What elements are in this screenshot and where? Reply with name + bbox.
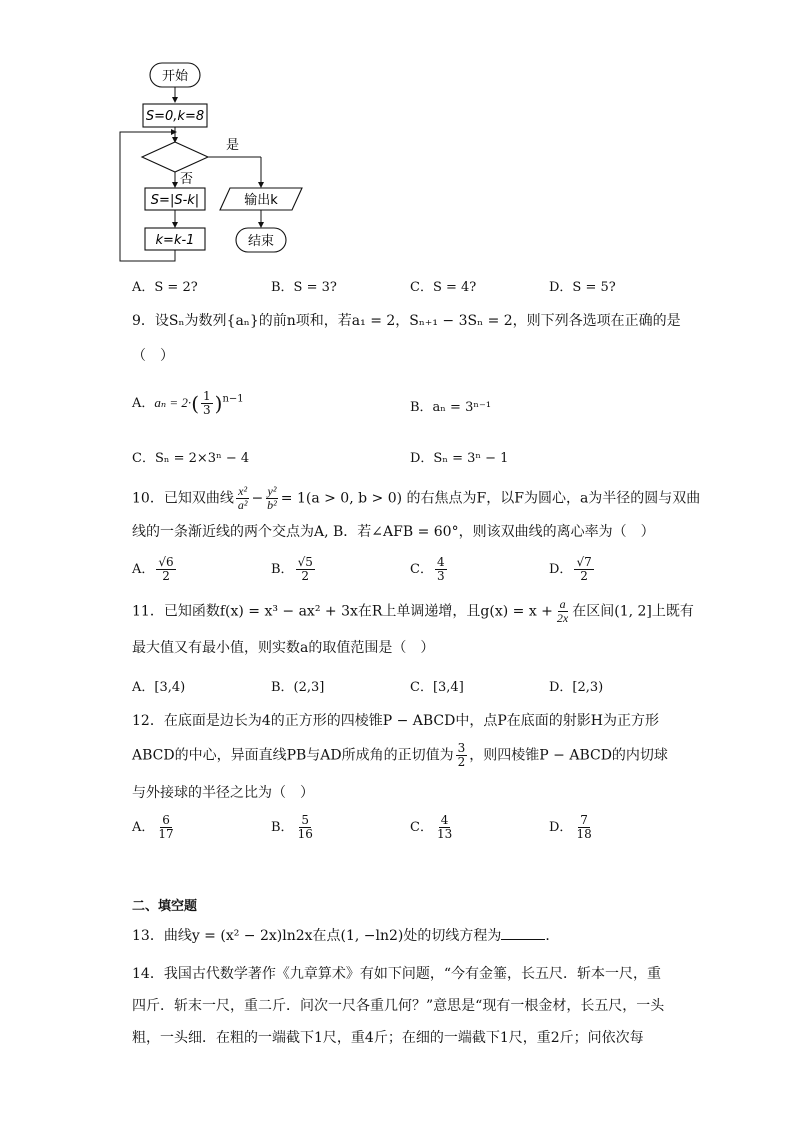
q12-option-c: C． $\frac{4}{13}$ bbox=[410, 813, 453, 841]
flow-no-label: 否 bbox=[180, 172, 194, 187]
q12-line3: 与外接球的半径之比为（ ） bbox=[132, 785, 314, 801]
flow-decision bbox=[142, 142, 208, 172]
q11-option-c: C．[3,4] bbox=[410, 680, 464, 695]
q9-option-a-pre: aₙ = 2· bbox=[154, 395, 192, 410]
q9-paren: （ ） bbox=[132, 348, 174, 364]
q12-option-a: A． $\frac{6}{17}$ bbox=[132, 813, 174, 841]
q8-option-a: A．S = 2? bbox=[132, 280, 198, 295]
q9-option-c: C．Sₙ = 2×3ⁿ − 4 bbox=[132, 451, 250, 466]
q10-option-d: D． $\frac{√7}{2}$ bbox=[549, 555, 592, 583]
q14-line2: 四斤．斩末一尺，重二斤．问次一尺各重几何？”意思是“现有一根金材，长五尺，一头 bbox=[132, 998, 665, 1014]
q13-answer-blank[interactable] bbox=[501, 925, 545, 940]
q8-option-b: B．S = 3? bbox=[271, 280, 337, 295]
flow-assign-s-label: S=|S-k| bbox=[150, 193, 200, 208]
q9-option-d: D．Sₙ = 3ⁿ − 1 bbox=[410, 451, 509, 466]
flow-start-label: 开始 bbox=[161, 69, 189, 84]
q11-option-d: D．[2,3) bbox=[549, 680, 604, 695]
q10-line2: 线的一条渐近线的两个交点为A, B．若∠AFB = 60°，则该双曲线的离心率为（ ） bbox=[132, 524, 655, 540]
q14-line3: 粗，一头细．在粗的一端截下1尺，重4斤；在细的一端截下1尺，重2斤；问依次每 bbox=[132, 1030, 644, 1046]
q11-option-a: A．[3,4) bbox=[132, 680, 186, 695]
q10-option-b: B． $\frac{√5}{2}$ bbox=[271, 555, 313, 583]
q11-line1: 11．已知函数f(x) = x³ − ax² + 3x在R上单调递增，且g(x) = x + $\frac{a}{2x}$ 在区间(1, 2]上既有 bbox=[132, 597, 694, 625]
q10-option-a: A． $\frac{√6}{2}$ bbox=[132, 555, 174, 583]
q13-line: 13．曲线y = (x² − 2x)ln2x在点(1, −ln2)处的切线方程为 ． bbox=[132, 925, 559, 946]
q9-option-a-label: A． bbox=[132, 396, 155, 411]
q12-option-b: B． $\frac{5}{16}$ bbox=[271, 813, 313, 841]
q9-option-b: B．aₙ = 3ⁿ⁻¹ bbox=[410, 400, 492, 415]
section-title: 二、填空题 bbox=[132, 899, 198, 914]
flowchart bbox=[110, 55, 320, 265]
q12-option-d: D． $\frac{7}{18}$ bbox=[549, 813, 592, 841]
flow-end-label: 结束 bbox=[247, 234, 275, 249]
q10-line1: 10．已知双曲线 $\frac{\text{x²}}{\text{a²}}$ − $\frac{\text{y²}}{\text{b²}}$ = 1(a > 0, b > 0) 的右焦点为F，以F为圆心，a为半径的圆与双曲 bbox=[132, 484, 701, 512]
q12-line2: ABCD的中心，异面直线PB与AD所成角的正切值为 $\frac{3}{2}$ ，则四棱锥P − ABCD的内切球 bbox=[132, 741, 668, 769]
q9-option-a-frac: $\frac{1}{3}$ bbox=[203, 389, 211, 417]
flow-init-label: S=0,k=8 bbox=[145, 109, 205, 124]
q9-option-a-exp: n−1 bbox=[222, 393, 244, 405]
q9-stem: 9．设Sₙ为数列{aₙ}的前n项和，若a₁ = 2，Sₙ₊₁ − 3Sₙ = 2，则下列各选项在正确的是 bbox=[132, 313, 681, 329]
flow-output-label: 输出k bbox=[244, 193, 278, 208]
flow-yes-label: 是 bbox=[226, 138, 240, 153]
q8-option-d: D．S = 5? bbox=[549, 280, 616, 295]
q12-line1: 12．在底面是边长为4的正方形的四棱锥P − ABCD中，点P在底面的射影H为正方形 bbox=[132, 713, 659, 729]
q10-option-c: C． $\frac{4}{3}$ bbox=[410, 555, 445, 583]
q11-line2: 最大值又有最小值，则实数a的取值范围是（ ） bbox=[132, 640, 435, 656]
q14-line1: 14．我国古代数学著作《九章算术》有如下问题，“今有金箠，长五尺．斩本一尺，重 bbox=[132, 966, 661, 982]
q9-option-a: A．aₙ = 2·( $\frac{1}{3}$ )$^{n-1}$ bbox=[132, 389, 244, 417]
flow-assign-k-label: k=k-1 bbox=[155, 233, 195, 248]
q11-option-b: B．(2,3] bbox=[271, 680, 325, 695]
q8-option-c: C．S = 4? bbox=[410, 280, 477, 295]
